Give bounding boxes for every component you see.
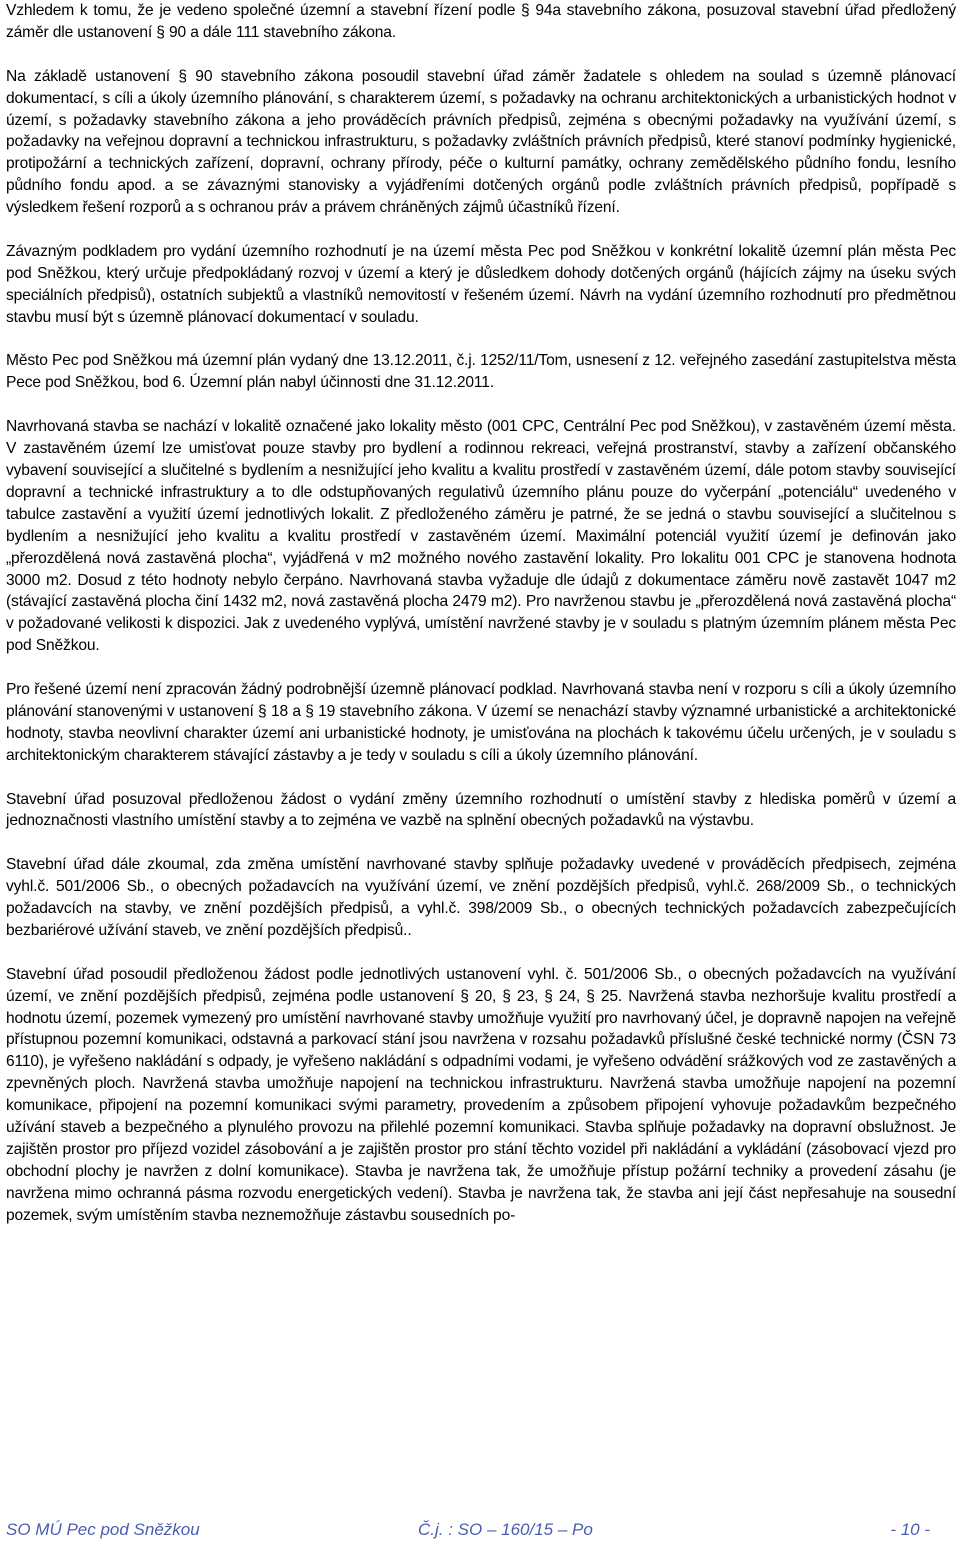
paragraph-9: Stavební úřad posoudil předloženou žádost podle jednotlivých ustanovení vyhl. č. 501/2006 Sb., o obecných požadavcích na využívání území, ve znění pozdějších předpisů, zejména podle ustanovení § 20, § 23, § 24, § 25. Navržená stavba nezhoršuje kvalitu prostředí a hodnotu území, pozemek vymezený pro umístění navrhované stavby umožňuje využití pro navrhovaný účel, je dopravně napojen na veřejně přístupnou pozemní komunikaci, odstavná a parkovací stání jsou navržena v rozsahu požadavků příslušné české technické normy (ČSN 73 6110), je vyřešeno nakládání s odpady, je vyřešeno nakládání s odpadními vodami, je vyřešeno odvádění srážkových vod ze zastavěných a zpevněných ploch. Navržená stavba umožňuje napojení na technickou infrastrukturu. Navržená stavba umožňuje napojení na pozemní komunikace, připojení na pozemní komunikaci svými parametry, provedením a způsobem připojení vyhovuje požadavkům bezpečného užívání staveb a bezpečného a plynulého provozu na přilehlé pozemní komunikaci. Stavba splňuje požadavky na dopravní obslužnost. Je zajištěn prostor pro příjezd vozidel zásobování a je zajištěn prostor pro stání těchto vozidel při nakládání a vykládání (zásobovací vjezd pro obchodní plochy je navržen z dolní komunikace). Stavba je navržena tak, že umožňuje přístup požární techniky a provedení zásahu (je navržena mimo ochranná pásma rozvodu energetických vedení). Stavba je navržena tak, že stavba ani její část nepřesahuje na sousední pozemek, svým umístěním stavba neznemožňuje zástavbu sousedních po- bbox=[6, 965, 956, 1224]
paragraph-1: Vzhledem k tomu, že je vedeno společné územní a stavební řízení podle § 94a stavebního zákona, posuzoval stavební úřad předložený záměr dle ustanovení § 90 a dále 111 stavebního zákona. bbox=[6, 2, 956, 41]
document-body bbox=[6, 0, 956, 1249]
paragraph-3: Závazným podkladem pro vydání územního rozhodnutí je na území města Pec pod Sněžkou v konkrétní lokalitě územní plán města Pec pod Sněžkou, který určuje předpokládaný rozvoj v území a který je důsledkem dohody dotčených orgánů (hájících zájmy na úseku svých speciálních předpisů), ostatních subjektů a vlastníků nemovitostí v řešeném území. Návrh na vydání územního rozhodnutí pro předmětnou stavbu musí být s územně plánovací dokumentací v souladu. bbox=[6, 242, 956, 326]
footer-page-number: - 10 - bbox=[890, 1520, 930, 1539]
paragraph-2: Na základě ustanovení § 90 stavebního zákona posoudil stavební úřad záměr žadatele s ohledem na soulad s územně plánovací dokumentací, s cíli a úkoly územního plánování, s charakterem území, s požadavky na ochranu architektonických a urbanistických hodnot v území, s požadavky stavebního zákona a jeho prováděcích právních předpisů, zejména s obecnými požadavky na využívání území, s požadavky na veřejnou dopravní a technickou infrastrukturu, s požadavky zvláštních právních předpisů, které stanoví podmínky hygienické, protipožární a technických zařízení, dopravní, ochrany přírody, péče o kulturní památky, ochrany zemědělského půdního fondu, lesního půdního fondu apod. a se závaznými stanovisky a vyjádřeními dotčených orgánů podle zvláštních právních předpisů, popřípadě s výsledkem řešení rozporů a s ochranou práv a právem chráněných zájmů účastníků řízení. bbox=[6, 67, 956, 217]
page-footer bbox=[6, 1520, 930, 1544]
paragraph-6: Pro řešené území není zpracován žádný podrobnější územně plánovací podklad. Navrhovaná stavba není v rozporu s cíli a úkoly územního plánování stanovenými v ustanovení § 18 a § 19 stavebního zákona. V území se nenachází stavby významné urbanistické a architektonické hodnoty, stavba neovlivní charakter území ani urbanistické hodnoty, je umisťována na plochách k takovému účelu určených, je v souladu s architektonickým charakterem stávající zástavby a je tedy v souladu s cíli a úkoly územního plánování. bbox=[6, 681, 956, 764]
footer-reference: Č.j. : SO – 160/15 – Po bbox=[418, 1520, 593, 1539]
paragraph-7: Stavební úřad posuzoval předloženou žádost o vydání změny územního rozhodnutí o umístění stavby z hlediska poměrů v území a jednoznačnosti vlastního umístění stavby a to zejména ve vazbě na splnění obecných požadavků na výstavbu. bbox=[6, 790, 956, 830]
footer-office: SO MÚ Pec pod Sněžkou bbox=[6, 1520, 200, 1539]
paragraph-8: Stavební úřad dále zkoumal, zda změna umístění navrhované stavby splňuje požadavky uvedené v prováděcích předpisech, zejména vyhl.č. 501/2006 Sb., o obecných požadavcích na využívání území, ve znění pozdějších předpisů, vyhl.č. 268/2009 Sb., o technických požadavcích na stavby, ve znění pozdějších předpisů, a vyhl.č. 398/2009 Sb., o obecných technických požadavcích zabezpečujících bezbariérové užívání staveb, ve znění pozdějších předpisů.. bbox=[6, 856, 956, 939]
paragraph-4: Město Pec pod Sněžkou má územní plán vydaný dne 13.12.2011, č.j. 1252/11/Tom, usnesení z 12. veřejného zasedání zastupitelstva města Pece pod Sněžkou, bod 6. Územní plán nabyl účinnosti dne 31.12.2011. bbox=[6, 352, 956, 392]
paragraph-5: Navrhovaná stavba se nachází v lokalitě označené jako lokality město (001 CPC, Centrální Pec pod Sněžkou), v zastavěném území města. V zastavěném území lze umisťovat pouze stavby pro bydlení a rodinnou rekreaci, veřejná prostranství, stavby a zařízení občanského vybavení související a slučitelné s bydlením a nesnižující jeho kvalitu a kvalitu prostředí v zastavěném území, dále potom stavby související dopravní a technické infrastruktury a to dle odstupňovaných regulativů územního plánu pouze do vyčerpání „potenciálu“ uvedeného v tabulce zastavění a využití území jednotlivých lokalit. Z předloženého záměru je patrné, že se jedná o stavbu související a slučitelnou s bydlením a nesnižující jeho kvalitu a kvalitu prostředí v zastavěném území. Maximální potenciál využití území je definován jako „přerozdělená nová zastavěná plocha“, vyjádřená v m2 možného nového zastavění lokality. Pro lokalitu 001 CPC je stanovena hodnota 3000 m2. Dosud z této hodnoty nebylo čerpáno. Navrhovaná stavba vyžaduje dle údajů z dokumentace záměru nově zastavět 1047 m2 (stávající zastavěná plocha činí 1432 m2, nová zastavěná plocha 2479 m2). Pro navrženou stavbu je „přerozdělená nová zastavěná plocha“ v požadované velikosti k dispozici. Jak z uvedeného vyplývá, umístění navržené stavby je v souladu s platným územním plánem města Pec pod Sněžkou. bbox=[6, 418, 956, 655]
